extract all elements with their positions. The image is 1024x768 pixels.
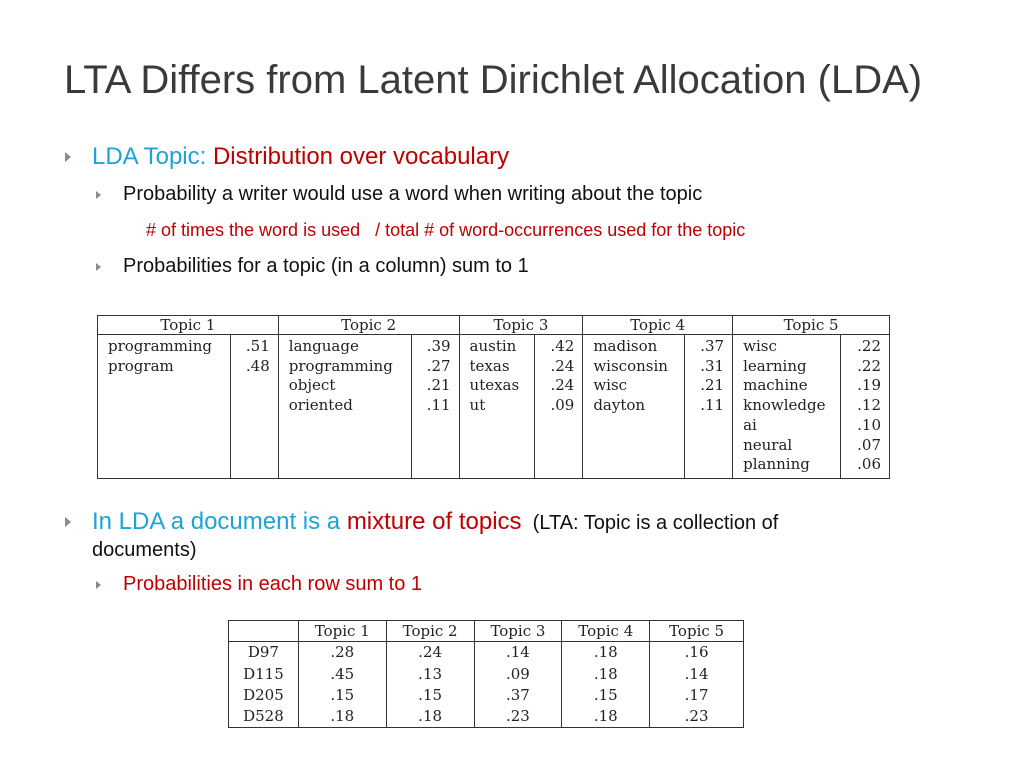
topic-word-prob: .27 [426, 356, 451, 375]
doc-topic-header: Topic 2 [386, 621, 474, 642]
topic-word: machine [743, 376, 808, 395]
doc-topic-value: .13 [386, 663, 474, 684]
topic-word: programming [288, 356, 393, 375]
topic-word: object [288, 376, 336, 395]
doc-topic-row [229, 663, 744, 684]
topic-header: Topic 4 [583, 316, 733, 335]
sub-bullet-arrow-icon [96, 263, 101, 271]
topic-word-prob: .22 [857, 356, 881, 375]
doc-topic-value: .15 [298, 684, 386, 705]
doc-topic-value: .24 [386, 642, 474, 664]
doc-topic-value: .18 [562, 663, 650, 684]
topic-word: dayton [593, 396, 646, 415]
doc-topic-value: .17 [650, 684, 744, 705]
bullet-arrow-icon [65, 517, 71, 527]
doc-topic-value: .15 [386, 684, 474, 705]
topic-words [98, 335, 231, 479]
doc-topic-value: .16 [650, 642, 744, 664]
topic-probs [535, 335, 583, 479]
doc-header-blank [229, 621, 299, 642]
topic-word: ai [743, 415, 757, 434]
bullet-column-sum: Probabilities for a topic (in a column) sum to 1 [123, 255, 529, 277]
bullet-formula: # of times the word is used / total # of word-occurrences used for the topic [146, 220, 746, 240]
topic-word: programming [108, 337, 213, 355]
topic-word-prob: .11 [700, 396, 725, 415]
doc-topic-header: Topic 5 [650, 621, 744, 642]
topic-word: madison [593, 337, 658, 355]
bullet-document-mixture-note: (LTA: Topic is a collection of [521, 512, 779, 534]
topic-header: Topic 1 [98, 316, 279, 335]
topic-words [278, 335, 411, 479]
topic-word-body [98, 335, 890, 479]
bullet-lda-topic [92, 143, 509, 171]
topic-word: learning [743, 356, 807, 375]
doc-id: D97 [229, 642, 299, 664]
doc-topic-row [229, 706, 744, 728]
bullet-arrow-icon [65, 152, 71, 162]
doc-id: D115 [229, 663, 299, 684]
bullet-document-mixture [92, 508, 892, 536]
doc-topic-value: .23 [650, 706, 744, 728]
doc-topic-header-row [229, 621, 744, 642]
doc-topic-value: .23 [474, 706, 562, 728]
doc-topic-value: .14 [650, 663, 744, 684]
topic-word: knowledge [743, 396, 826, 415]
topic-header: Topic 5 [733, 316, 890, 335]
doc-topic-value: .14 [474, 642, 562, 664]
doc-id: D205 [229, 684, 299, 705]
doc-topic-body [229, 642, 744, 728]
bullet-lda-topic-prefix: LDA Topic: [92, 143, 213, 170]
doc-topic-value: .18 [386, 706, 474, 728]
doc-topic-header: Topic 1 [298, 621, 386, 642]
slide-title: LTA Differs from Latent Dirichlet Allocation (LDA) [64, 58, 923, 102]
bullet-lda-topic-emph: Distribution over vocabulary [212, 143, 510, 170]
doc-topic-value: .37 [474, 684, 562, 705]
topic-word-prob: .31 [700, 356, 725, 375]
topic-word-prob: .10 [857, 415, 881, 434]
doc-topic-table [228, 620, 744, 728]
topic-word-prob: .11 [426, 396, 451, 415]
topic-word-prob: .42 [550, 337, 575, 355]
topic-word-prob: .06 [857, 455, 881, 474]
topic-word-prob: .39 [426, 337, 451, 355]
doc-topic-value: .18 [298, 706, 386, 728]
topic-word-prob: .07 [857, 435, 881, 454]
bullet-row-sum: Probabilities in each row sum to 1 [123, 573, 423, 595]
topic-word-prob: .19 [857, 376, 881, 395]
topic-probs [685, 335, 733, 479]
topic-word-table [97, 315, 890, 479]
topic-word: ut [469, 396, 486, 415]
topic-word: wisconsin [593, 356, 668, 375]
topic-word: wisc [743, 337, 777, 355]
doc-topic-value: .09 [474, 663, 562, 684]
topic-word: language [288, 337, 359, 355]
topic-word: texas [469, 356, 510, 375]
topic-word-prob: .48 [245, 356, 270, 375]
topic-word-prob: .51 [245, 337, 270, 355]
topic-word-prob: .24 [550, 356, 575, 375]
doc-topic-value: .28 [298, 642, 386, 664]
doc-id: D528 [229, 706, 299, 728]
doc-topic-value: .18 [562, 706, 650, 728]
topic-probs [230, 335, 278, 479]
sub-bullet-arrow-icon [96, 581, 101, 589]
doc-topic-row [229, 684, 744, 705]
bullet-probability-definition: Probability a writer would use a word when writing about the topic [123, 183, 703, 205]
sub-bullet-arrow-icon [96, 191, 101, 199]
topic-word: wisc [593, 376, 628, 395]
topic-word-prob: .12 [857, 396, 881, 415]
topic-word: neural [743, 435, 793, 454]
topic-word-prob: .09 [550, 396, 575, 415]
topic-header: Topic 2 [278, 316, 459, 335]
bullet-document-mixture-note-line2: documents) [92, 539, 197, 561]
bullet-document-mixture-prefix: In LDA a document is a [92, 508, 347, 535]
topic-word: program [108, 356, 174, 375]
topic-word-prob: .21 [426, 376, 451, 395]
topic-word: oriented [288, 396, 353, 415]
topic-header: Topic 3 [459, 316, 583, 335]
doc-topic-row [229, 642, 744, 664]
topic-word-prob: .22 [857, 337, 881, 355]
topic-word: utexas [469, 376, 520, 395]
topic-words [459, 335, 535, 479]
topic-word-prob: .24 [550, 376, 575, 395]
topic-words [733, 335, 841, 479]
doc-topic-value: .15 [562, 684, 650, 705]
topic-word: austin [469, 337, 517, 355]
topic-probs [411, 335, 459, 479]
topic-words [583, 335, 685, 479]
topic-word-prob: .21 [700, 376, 725, 395]
doc-topic-value: .45 [298, 663, 386, 684]
doc-topic-header: Topic 4 [562, 621, 650, 642]
doc-topic-header: Topic 3 [474, 621, 562, 642]
bullet-document-mixture-emph: mixture of topics [346, 508, 522, 535]
topic-probs [841, 335, 890, 479]
topic-word: planning [743, 455, 810, 474]
topic-word-prob: .37 [700, 337, 725, 355]
doc-topic-value: .18 [562, 642, 650, 664]
topic-word-header-row [98, 316, 890, 335]
